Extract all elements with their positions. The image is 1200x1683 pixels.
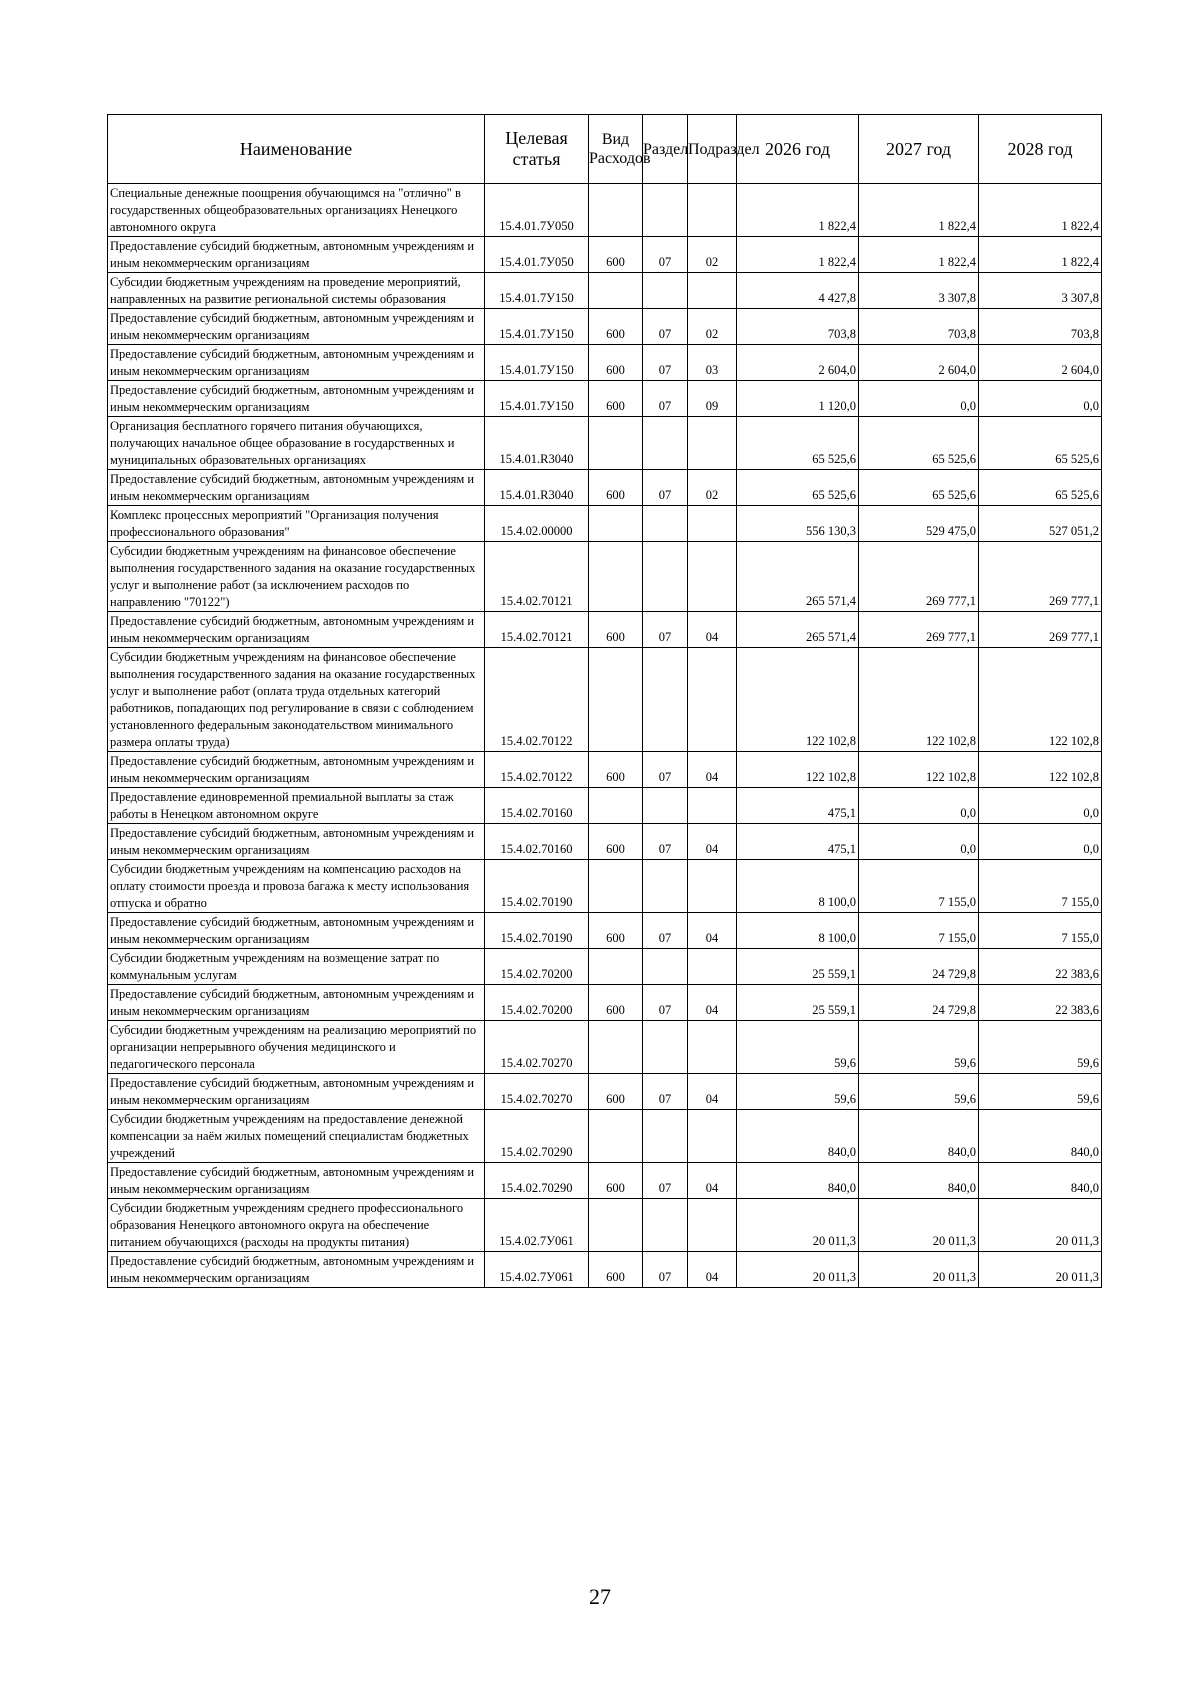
row-value-2028: 840,0 [979,1163,1102,1199]
row-value-2028: 269 777,1 [979,612,1102,648]
row-value-2027: 529 475,0 [859,506,979,542]
row-expense-type: 600 [589,612,643,648]
row-section: 07 [643,470,688,506]
table-row [108,381,1102,417]
row-value-2027: 1 822,4 [859,237,979,273]
row-section: 07 [643,345,688,381]
row-expense-type: 600 [589,381,643,417]
row-value-2028: 7 155,0 [979,913,1102,949]
row-subsection: 02 [688,470,737,506]
row-subsection: 04 [688,913,737,949]
row-value-2028: 22 383,6 [979,985,1102,1021]
row-value-2028: 1 822,4 [979,184,1102,237]
row-subsection: 02 [688,237,737,273]
row-section: 07 [643,309,688,345]
row-subsection [688,506,737,542]
row-target: 15.4.01.7У150 [485,273,589,309]
row-value-2027: 65 525,6 [859,417,979,470]
row-subsection: 04 [688,824,737,860]
row-value-2028: 0,0 [979,381,1102,417]
row-section [643,949,688,985]
row-value-2028: 703,8 [979,309,1102,345]
table-row [108,506,1102,542]
row-name: Субсидии бюджетным учреждениям на реализацию мероприятий по организации непрерывного обучения медицинского и педагогического персонала [108,1021,485,1074]
row-name: Предоставление субсидий бюджетным, автономным учреждениям и иным некоммерческим организациям [108,1252,485,1288]
row-value-2028: 22 383,6 [979,949,1102,985]
row-name: Субсидии бюджетным учреждениям на финансовое обеспечение выполнения государственного задания на оказание государственных услуг и выполнение работ (за исключением расходов по направлению "70122") [108,542,485,612]
row-section [643,860,688,913]
table-row [108,345,1102,381]
row-expense-type: 600 [589,752,643,788]
row-value-2027: 24 729,8 [859,985,979,1021]
row-target: 15.4.02.70160 [485,788,589,824]
row-value-2028: 122 102,8 [979,648,1102,752]
row-expense-type: 600 [589,345,643,381]
row-value-2026: 265 571,4 [737,612,859,648]
row-name: Предоставление субсидий бюджетным, автономным учреждениям и иным некоммерческим организациям [108,1074,485,1110]
row-name: Предоставление субсидий бюджетным, автономным учреждениям и иным некоммерческим организациям [108,309,485,345]
row-expense-type [589,860,643,913]
row-value-2027: 0,0 [859,788,979,824]
header-expense-type: Вид Расходов [589,115,643,184]
row-name: Предоставление субсидий бюджетным, автономным учреждениям и иным некоммерческим организациям [108,824,485,860]
row-value-2028: 65 525,6 [979,470,1102,506]
row-value-2026: 475,1 [737,824,859,860]
row-target: 15.4.02.00000 [485,506,589,542]
row-name: Предоставление субсидий бюджетным, автономным учреждениям и иным некоммерческим организациям [108,237,485,273]
row-value-2026: 122 102,8 [737,752,859,788]
row-subsection [688,1199,737,1252]
row-subsection [688,648,737,752]
row-value-2026: 65 525,6 [737,470,859,506]
row-target: 15.4.02.70121 [485,542,589,612]
row-value-2027: 0,0 [859,824,979,860]
row-expense-type [589,648,643,752]
row-subsection: 04 [688,1163,737,1199]
row-section: 07 [643,237,688,273]
row-expense-type [589,184,643,237]
row-expense-type [589,506,643,542]
table-row [108,1074,1102,1110]
row-value-2027: 269 777,1 [859,542,979,612]
row-target: 15.4.02.70121 [485,612,589,648]
row-name: Предоставление субсидий бюджетным, автономным учреждениям и иным некоммерческим организациям [108,1163,485,1199]
row-name: Предоставление субсидий бюджетным, автономным учреждениям и иным некоммерческим организациям [108,470,485,506]
row-section [643,1199,688,1252]
row-value-2028: 840,0 [979,1110,1102,1163]
row-value-2026: 265 571,4 [737,542,859,612]
row-expense-type [589,417,643,470]
table-row [108,1110,1102,1163]
table-row [108,470,1102,506]
row-subsection: 04 [688,752,737,788]
row-section: 07 [643,985,688,1021]
row-section: 07 [643,1163,688,1199]
table-row [108,752,1102,788]
row-target: 15.4.02.7У061 [485,1252,589,1288]
row-value-2028: 3 307,8 [979,273,1102,309]
row-expense-type: 600 [589,1252,643,1288]
row-target: 15.4.01.7У050 [485,237,589,273]
row-subsection: 04 [688,1074,737,1110]
row-subsection: 09 [688,381,737,417]
row-section: 07 [643,1074,688,1110]
row-subsection [688,949,737,985]
row-value-2028: 527 051,2 [979,506,1102,542]
row-section: 07 [643,1252,688,1288]
row-name: Предоставление субсидий бюджетным, автономным учреждениям и иным некоммерческим организациям [108,381,485,417]
row-expense-type: 600 [589,913,643,949]
header-section: Раздел [643,115,688,184]
row-subsection: 04 [688,985,737,1021]
row-expense-type: 600 [589,470,643,506]
row-subsection [688,273,737,309]
row-target: 15.4.01.7У150 [485,345,589,381]
table-row [108,1199,1102,1252]
row-value-2026: 1 822,4 [737,184,859,237]
row-value-2027: 20 011,3 [859,1252,979,1288]
row-name: Субсидии бюджетным учреждениям на компенсацию расходов на оплату стоимости проезда и провоза багажа к месту использования отпуска и обратно [108,860,485,913]
row-name: Предоставление субсидий бюджетным, автономным учреждениям и иным некоммерческим организациям [108,985,485,1021]
table-row [108,860,1102,913]
row-value-2028: 0,0 [979,788,1102,824]
row-section: 07 [643,612,688,648]
table-row [108,612,1102,648]
row-value-2028: 7 155,0 [979,860,1102,913]
header-2028: 2028 год [979,115,1102,184]
table-row [108,913,1102,949]
row-target: 15.4.01.R3040 [485,470,589,506]
row-value-2027: 122 102,8 [859,752,979,788]
row-subsection [688,184,737,237]
header-2027: 2027 год [859,115,979,184]
row-value-2028: 269 777,1 [979,542,1102,612]
row-section [643,417,688,470]
row-expense-type [589,1199,643,1252]
row-value-2027: 0,0 [859,381,979,417]
table-row [108,184,1102,237]
header-2026: 2026 год [737,115,859,184]
row-value-2027: 59,6 [859,1021,979,1074]
row-name: Организация бесплатного горячего питания обучающихся, получающих начальное общее образование в государственных и муниципальных образовательных организациях [108,417,485,470]
row-value-2026: 8 100,0 [737,860,859,913]
row-subsection [688,860,737,913]
row-name: Предоставление субсидий бюджетным, автономным учреждениям и иным некоммерческим организациям [108,345,485,381]
row-subsection: 04 [688,1252,737,1288]
page-number: 27 [589,1584,611,1609]
table-row [108,788,1102,824]
row-value-2026: 25 559,1 [737,985,859,1021]
row-value-2026: 8 100,0 [737,913,859,949]
row-value-2026: 1 822,4 [737,237,859,273]
row-name: Предоставление единовременной премиальной выплаты за стаж работы в Ненецком автономном округе [108,788,485,824]
row-value-2026: 59,6 [737,1074,859,1110]
row-section: 07 [643,913,688,949]
row-expense-type [589,273,643,309]
row-value-2027: 269 777,1 [859,612,979,648]
row-name: Субсидии бюджетным учреждениям среднего профессионального образования Ненецкого автономного округа на обеспечение питанием обучающихся (расходы на продукты питания) [108,1199,485,1252]
row-value-2028: 122 102,8 [979,752,1102,788]
row-target: 15.4.02.70190 [485,913,589,949]
row-value-2027: 65 525,6 [859,470,979,506]
row-target: 15.4.02.70122 [485,648,589,752]
row-value-2026: 4 427,8 [737,273,859,309]
row-name: Субсидии бюджетным учреждениям на финансовое обеспечение выполнения государственного задания на оказание государственных услуг и выполнение работ (оплата труда отдельных категорий работников, попадающих под регулирование в связи с соблюдением установленного федеральным законодательством минимального размера оплаты труда) [108,648,485,752]
table-row [108,648,1102,752]
row-value-2027: 7 155,0 [859,860,979,913]
row-subsection: 03 [688,345,737,381]
row-value-2027: 122 102,8 [859,648,979,752]
row-name: Комплекс процессных мероприятий "Организация получения профессионального образования" [108,506,485,542]
header-subsection: Подраздел [688,115,737,184]
row-value-2026: 122 102,8 [737,648,859,752]
table-row [108,309,1102,345]
row-name: Специальные денежные поощрения обучающимся на "отлично" в государственных общеобразовательных организациях Ненецкого автономного округа [108,184,485,237]
row-value-2028: 2 604,0 [979,345,1102,381]
row-name: Субсидии бюджетным учреждениям на предоставление денежной компенсации за наём жилых помещений специалистам бюджетных учреждений [108,1110,485,1163]
row-value-2027: 3 307,8 [859,273,979,309]
row-name: Предоставление субсидий бюджетным, автономным учреждениям и иным некоммерческим организациям [108,752,485,788]
row-subsection: 04 [688,612,737,648]
row-value-2026: 2 604,0 [737,345,859,381]
row-value-2026: 840,0 [737,1163,859,1199]
row-name: Субсидии бюджетным учреждениям на возмещение затрат по коммунальным услугам [108,949,485,985]
row-value-2026: 703,8 [737,309,859,345]
row-name: Предоставление субсидий бюджетным, автономным учреждениям и иным некоммерческим организациям [108,612,485,648]
row-section [643,788,688,824]
row-value-2027: 24 729,8 [859,949,979,985]
row-expense-type: 600 [589,1163,643,1199]
row-subsection [688,1110,737,1163]
row-target: 15.4.02.70270 [485,1074,589,1110]
row-value-2028: 59,6 [979,1021,1102,1074]
row-target: 15.4.02.7У061 [485,1199,589,1252]
row-value-2028: 20 011,3 [979,1199,1102,1252]
row-name: Предоставление субсидий бюджетным, автономным учреждениям и иным некоммерческим организациям [108,913,485,949]
row-subsection [688,1021,737,1074]
row-value-2027: 1 822,4 [859,184,979,237]
row-expense-type [589,788,643,824]
row-value-2027: 840,0 [859,1163,979,1199]
row-value-2026: 556 130,3 [737,506,859,542]
row-value-2026: 20 011,3 [737,1252,859,1288]
table-row [108,985,1102,1021]
table-row [108,1021,1102,1074]
row-value-2026: 1 120,0 [737,381,859,417]
header-name: Наименование [108,115,485,184]
row-expense-type [589,1021,643,1074]
row-section: 07 [643,752,688,788]
table-row [108,542,1102,612]
row-target: 15.4.01.7У150 [485,309,589,345]
row-target: 15.4.02.70200 [485,985,589,1021]
row-value-2026: 65 525,6 [737,417,859,470]
row-expense-type [589,1110,643,1163]
row-target: 15.4.02.70200 [485,949,589,985]
row-expense-type: 600 [589,1074,643,1110]
row-value-2028: 1 822,4 [979,237,1102,273]
row-target: 15.4.02.70190 [485,860,589,913]
row-target: 15.4.01.7У150 [485,381,589,417]
budget-table [107,114,1102,1288]
row-target: 15.4.02.70290 [485,1163,589,1199]
row-value-2027: 59,6 [859,1074,979,1110]
row-name: Субсидии бюджетным учреждениям на проведение мероприятий, направленных на развитие региональной системы образования [108,273,485,309]
header-target: Целевая статья [485,115,589,184]
row-value-2027: 2 604,0 [859,345,979,381]
row-target: 15.4.02.70122 [485,752,589,788]
row-value-2026: 475,1 [737,788,859,824]
row-value-2026: 20 011,3 [737,1199,859,1252]
row-subsection [688,542,737,612]
table-row [108,949,1102,985]
row-value-2027: 840,0 [859,1110,979,1163]
row-section: 07 [643,381,688,417]
row-section: 07 [643,824,688,860]
row-subsection [688,788,737,824]
row-expense-type: 600 [589,237,643,273]
row-target: 15.4.02.70160 [485,824,589,860]
row-value-2027: 7 155,0 [859,913,979,949]
row-expense-type [589,542,643,612]
row-value-2026: 59,6 [737,1021,859,1074]
table-row [108,1163,1102,1199]
row-value-2026: 25 559,1 [737,949,859,985]
row-target: 15.4.01.R3040 [485,417,589,470]
table-row [108,237,1102,273]
row-expense-type: 600 [589,985,643,1021]
row-expense-type [589,949,643,985]
table-row [108,1252,1102,1288]
row-section [643,506,688,542]
row-value-2026: 840,0 [737,1110,859,1163]
row-section [643,273,688,309]
row-section [643,648,688,752]
row-target: 15.4.02.70270 [485,1021,589,1074]
row-expense-type: 600 [589,824,643,860]
row-value-2028: 65 525,6 [979,417,1102,470]
row-section [643,542,688,612]
row-value-2028: 0,0 [979,824,1102,860]
row-section [643,1110,688,1163]
row-value-2027: 20 011,3 [859,1199,979,1252]
row-value-2027: 703,8 [859,309,979,345]
row-subsection [688,417,737,470]
table-row [108,417,1102,470]
table-header-row [108,115,1102,184]
row-expense-type: 600 [589,309,643,345]
row-section [643,184,688,237]
row-section [643,1021,688,1074]
table-body [108,184,1102,1288]
row-target: 15.4.01.7У050 [485,184,589,237]
row-target: 15.4.02.70290 [485,1110,589,1163]
row-subsection: 02 [688,309,737,345]
row-value-2028: 20 011,3 [979,1252,1102,1288]
table-row [108,273,1102,309]
table-row [108,824,1102,860]
row-value-2028: 59,6 [979,1074,1102,1110]
